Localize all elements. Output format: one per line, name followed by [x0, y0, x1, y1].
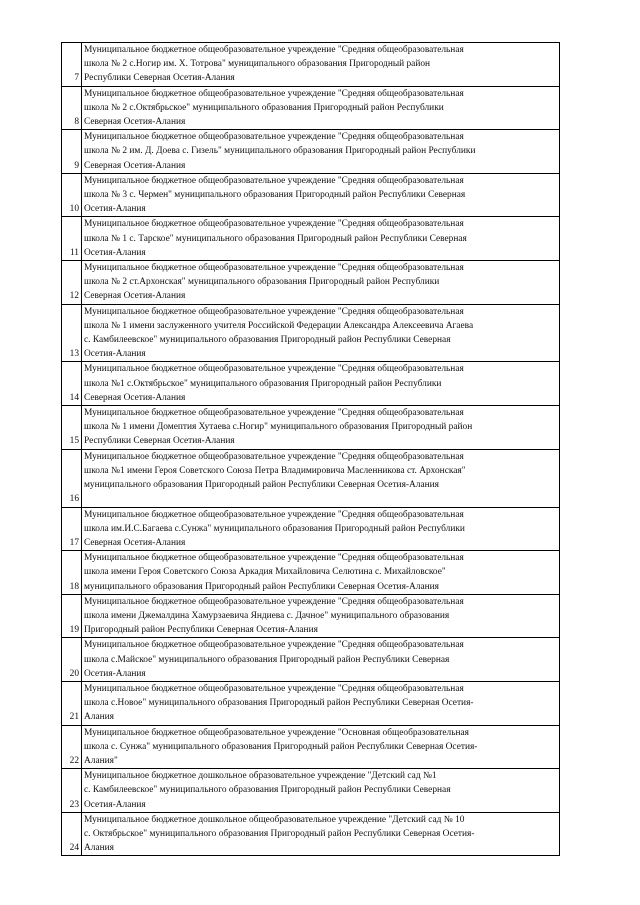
institution-name-cell — [82, 812, 560, 856]
institution-name-line: школа имени Джемалдина Хамурзаевича Яндиева с. Дачное" муниципального образования — [84, 610, 450, 621]
row-number: 9 — [62, 130, 82, 174]
table-row — [62, 86, 560, 130]
table-row — [62, 304, 560, 362]
institution-name-line: Муниципальное бюджетное общеобразовательное учреждение "Средняя общеобразовательная — [84, 306, 464, 317]
table-row — [62, 551, 560, 595]
institution-name-cell — [82, 725, 560, 769]
institutions-table-body — [62, 43, 560, 856]
institution-name-line: Северная Осетия-Алания — [84, 291, 186, 302]
row-number: 16 — [62, 449, 82, 507]
table-row — [62, 261, 560, 305]
institution-name-line: Пригородный район Республики Северная Осетия-Алания — [84, 625, 318, 636]
row-number: 12 — [62, 261, 82, 305]
institution-name-cell — [82, 638, 560, 682]
institution-name-cell — [82, 261, 560, 305]
institution-name-line: школа им.И.С.Багаева с.Сунжа" муниципального образования Пригородный район Республики — [84, 523, 465, 534]
institution-name-cell — [82, 551, 560, 595]
table-row — [62, 594, 560, 638]
table-row — [62, 449, 560, 507]
institution-name-line: школа № 2 с.Октябрьское" муниципального образования Пригородный район Республики — [84, 102, 444, 113]
institution-name-line: школа с.Майское" муниципального образования Пригородный район Республики Северная — [84, 654, 450, 665]
institution-name-cell — [82, 43, 560, 87]
institution-name-cell — [82, 681, 560, 725]
institution-name-line: Осетия-Алания — [84, 668, 146, 679]
institution-name-line: Муниципальное бюджетное дошкольное образовательное учреждение "Детский сад №1 — [84, 771, 437, 782]
institution-name-line: Муниципальное бюджетное общеобразовательное учреждение "Средняя общеобразовательная — [84, 45, 464, 55]
institution-name-line: Муниципальное бюджетное дошкольное общеобразовательное учреждение "Детский сад № 10 — [84, 814, 465, 825]
institution-name-line: Северная Осетия-Алания — [84, 160, 186, 171]
row-number: 10 — [62, 173, 82, 217]
row-number: 22 — [62, 725, 82, 769]
institution-name-line: школа № 1 с. Тарское" муниципального образования Пригородный район Республики Северная — [84, 233, 467, 244]
institution-name-line: школа № 2 ст.Архонская" муниципального образования Пригородный район Республики — [84, 277, 440, 288]
institution-name-line: Муниципальное бюджетное общеобразовательное учреждение "Средняя общеобразовательная — [84, 408, 464, 419]
institution-name-line: Северная Осетия-Алания — [84, 392, 186, 403]
row-number: 14 — [62, 362, 82, 406]
institution-name-cell — [82, 217, 560, 261]
institution-name-line: школа №1 имени Героя Советского Союза Петра Владимировича Масленникова ст. Архонская" — [84, 465, 466, 476]
institution-name-line: школа № 1 имени заслуженного учителя Российской Федерации Александра Алексеевича Агаева — [84, 320, 474, 331]
institution-name-cell — [82, 406, 560, 450]
institution-name-line: Муниципальное бюджетное общеобразовательное учреждение "Средняя общеобразовательная — [84, 553, 464, 564]
institution-name-line: муниципального образования Пригородный район Республики Северная Осетия-Алания — [84, 581, 439, 592]
institution-name-cell — [82, 86, 560, 130]
institution-name-line: Алания" — [84, 755, 118, 766]
row-number: 15 — [62, 406, 82, 450]
row-number: 11 — [62, 217, 82, 261]
table-row — [62, 173, 560, 217]
institution-name-line: школа с.Новое" муниципального образования Пригородный район Республики Северная Осетия- — [84, 698, 474, 709]
institution-name-line: Северная Осетия-Алания — [84, 537, 186, 548]
table-row — [62, 406, 560, 450]
row-number: 17 — [62, 507, 82, 551]
institution-name-line: с. Камбилеевское" муниципального образования Пригородный район Республики Северная — [84, 785, 451, 796]
table-row — [62, 681, 560, 725]
table-row — [62, 812, 560, 856]
institution-name-cell — [82, 769, 560, 813]
row-number: 24 — [62, 812, 82, 856]
institution-name-line: муниципального образования Пригородный район Республики Северная Осетия-Алания — [84, 480, 439, 491]
institution-name-cell — [82, 173, 560, 217]
institution-name-line: Муниципальное бюджетное общеобразовательное учреждение "Средняя общеобразовательная — [84, 263, 464, 274]
institution-name-line: Муниципальное бюджетное общеобразовательное учреждение "Средняя общеобразовательная — [84, 132, 464, 143]
institution-name-line: Муниципальное бюджетное общеобразовательное учреждение "Средняя общеобразовательная — [84, 509, 464, 520]
institution-name-line: Муниципальное бюджетное общеобразовательное учреждение "Основная общеобразовательная — [84, 727, 469, 738]
institution-name-line — [84, 492, 557, 506]
institution-name-line: Республики Северная Осетия-Алания — [84, 436, 235, 447]
table-row — [62, 507, 560, 551]
institution-name-line: Муниципальное бюджетное общеобразовательное учреждение "Средняя общеобразовательная — [84, 596, 464, 607]
institution-name-line: Муниципальное бюджетное общеобразовательное учреждение "Средняя общеобразовательная — [84, 219, 464, 230]
row-number: 20 — [62, 638, 82, 682]
institution-name-line: школа № 2 им. Д. Доева с. Гизель" муниципального образования Пригородный район Республики — [84, 146, 476, 157]
row-number: 23 — [62, 769, 82, 813]
table-row — [62, 638, 560, 682]
institution-name-line: школа № 3 с. Чермен" муниципального образования Пригородный район Республики Северная — [84, 190, 466, 201]
institution-name-line: Осетия-Алания — [84, 204, 146, 215]
institution-name-line: Муниципальное бюджетное общеобразовательное учреждение "Средняя общеобразовательная — [84, 451, 464, 462]
institution-name-line: Осетия-Алания — [84, 799, 146, 810]
institution-name-line: Муниципальное бюджетное общеобразовательное учреждение "Средняя общеобразовательная — [84, 683, 464, 694]
institution-name-line: Муниципальное бюджетное общеобразовательное учреждение "Средняя общеобразовательная — [84, 175, 464, 186]
institution-name-line: Осетия-Алания — [84, 247, 146, 258]
institution-name-line: Осетия-Алания — [84, 349, 146, 360]
institution-name-line: школа имени Героя Советского Союза Аркадия Михайловича Селютина с. Михайловское" — [84, 567, 446, 578]
institution-name-line: Алания — [84, 843, 114, 854]
row-number: 18 — [62, 551, 82, 595]
institution-name-line: Муниципальное бюджетное общеобразовательное учреждение "Средняя общеобразовательная — [84, 640, 464, 651]
table-row — [62, 130, 560, 174]
institution-name-line: школа №1 с.Октябрьское" муниципального образования Пригородный район Республики — [84, 378, 442, 389]
row-number: 19 — [62, 594, 82, 638]
institution-name-line: с. Октябрьское" муниципального образования Пригородный район Республики Северная Осетия- — [84, 828, 475, 839]
table-row — [62, 725, 560, 769]
institution-name-line: школа № 1 имени Домептия Хутаева с.Ногир" муниципального образования Пригородный район — [84, 422, 473, 433]
institutions-table — [61, 42, 560, 856]
institution-name-cell — [82, 130, 560, 174]
institution-name-line: Муниципальное бюджетное общеобразовательное учреждение "Средняя общеобразовательная — [84, 88, 464, 99]
row-number: 21 — [62, 681, 82, 725]
institution-name-cell — [82, 304, 560, 362]
institution-name-cell — [82, 362, 560, 406]
institution-name-line: Муниципальное бюджетное общеобразовательное учреждение "Средняя общеобразовательная — [84, 364, 464, 375]
row-number: 13 — [62, 304, 82, 362]
institution-name-cell — [82, 507, 560, 551]
institution-name-line: Алания — [84, 712, 114, 723]
institution-name-cell — [82, 594, 560, 638]
institution-name-line: школа № 2 с.Ногир им. Х. Тотрова" муниципального образования Пригородный район — [84, 59, 431, 70]
table-row — [62, 362, 560, 406]
institution-name-line: Северная Осетия-Алания — [84, 117, 186, 128]
table-row — [62, 769, 560, 813]
row-number: 8 — [62, 86, 82, 130]
table-row — [62, 43, 560, 87]
institution-name-line: Республики Северная Осетия-Алания — [84, 73, 235, 84]
table-row — [62, 217, 560, 261]
institution-name-cell — [82, 449, 560, 507]
institution-name-line: с. Камбилеевское" муниципального образования Пригородный район Республики Северная — [84, 335, 451, 346]
institution-name-line: школа с. Сунжа" муниципального образования Пригородный район Республики Северная Осетия- — [84, 741, 478, 752]
row-number: 7 — [62, 43, 82, 87]
